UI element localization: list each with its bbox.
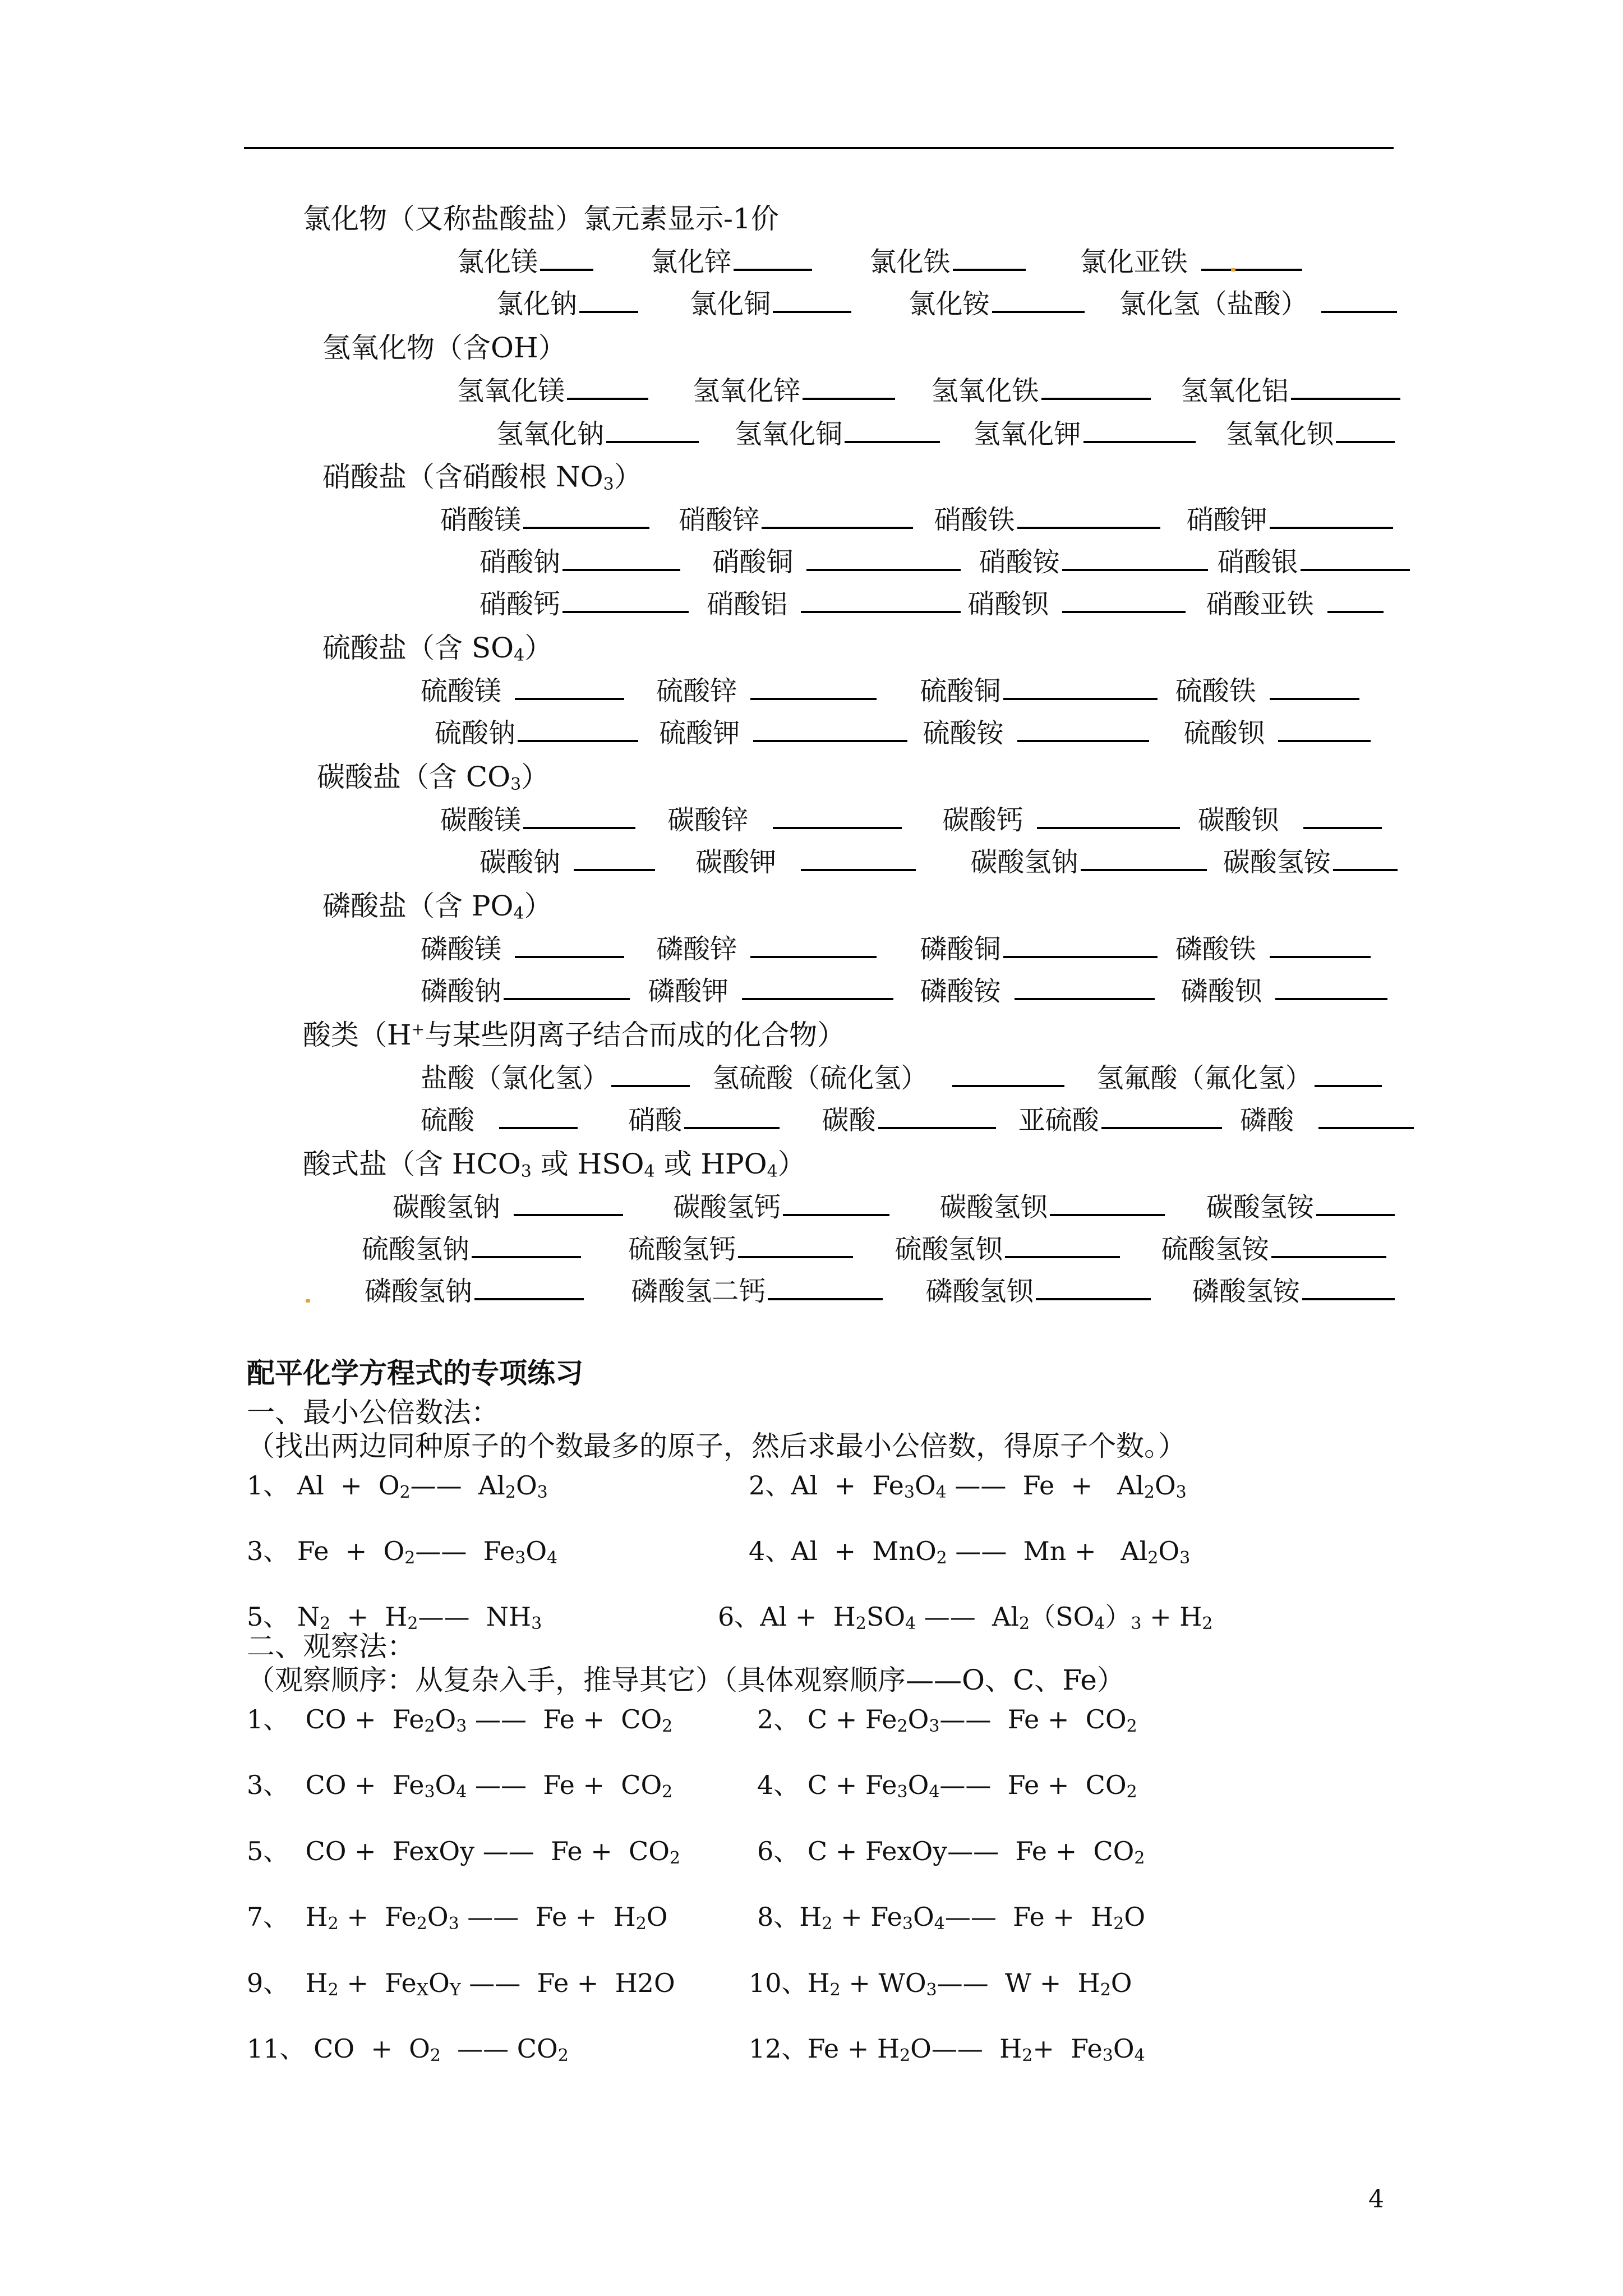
item-label: 硝酸铜 bbox=[712, 546, 794, 578]
row-nitrates-2 bbox=[479, 544, 1410, 579]
equation-2-10: 10、$H_2$ + $WO_3——$ $W + H_2O$ bbox=[749, 1968, 1132, 2000]
item-label: 氢氧化钡 bbox=[1225, 418, 1334, 450]
item-label: 硝酸锌 bbox=[679, 504, 760, 536]
item-label: 硝酸铁 bbox=[934, 504, 1015, 536]
answer-blank[interactable] bbox=[1041, 373, 1151, 400]
answer-blank[interactable] bbox=[773, 286, 851, 313]
item-label: 磷酸氢钠 bbox=[365, 1276, 473, 1307]
answer-blank[interactable] bbox=[567, 373, 648, 400]
equation-2-11: 11、 CO + $O_2$ —— $CO_2$ bbox=[247, 2033, 569, 2065]
item-label: 硝酸亚铁 bbox=[1206, 588, 1314, 620]
item-label: 硝酸铵 bbox=[979, 546, 1060, 578]
item-label: 氢氟酸（氟化氢） bbox=[1096, 1062, 1312, 1094]
answer-blank[interactable] bbox=[1017, 715, 1149, 742]
answer-blank[interactable] bbox=[611, 1060, 690, 1087]
row-chlorides-1 bbox=[457, 244, 1302, 279]
item-label: 氯化铵 bbox=[909, 288, 990, 320]
item-label: 碳酸锌 bbox=[667, 804, 749, 836]
item-label: 硫酸铵 bbox=[923, 717, 1004, 749]
item-label: 磷酸氢钡 bbox=[925, 1276, 1034, 1307]
row-sulfates-2 bbox=[435, 715, 1371, 750]
equation-2-7: 7、 $H_2 + Fe_2O_3$ —— $Fe + H_2O$ bbox=[247, 1902, 668, 1934]
answer-blank[interactable] bbox=[1275, 973, 1387, 1000]
answer-blank[interactable] bbox=[1101, 1102, 1222, 1129]
equation-2-5: 5、 CO + FexOy —— $Fe + CO_2$ bbox=[247, 1836, 680, 1868]
item-label: 氯化亚铁 bbox=[1080, 246, 1188, 278]
answer-blank[interactable] bbox=[1303, 802, 1382, 829]
item-label: 亚硫酸 bbox=[1018, 1105, 1099, 1136]
answer-blank[interactable] bbox=[992, 286, 1085, 313]
method-2-title: 二、观察法： bbox=[247, 1630, 415, 1663]
row-acids-1 bbox=[421, 1060, 1382, 1095]
answer-blank[interactable] bbox=[1321, 286, 1397, 313]
answer-blank[interactable] bbox=[953, 244, 1026, 271]
equation-2-1: 1、 CO + $Fe_2O_3$ —— $Fe + CO_2$ bbox=[247, 1704, 673, 1736]
answer-blank[interactable] bbox=[472, 1231, 581, 1258]
answer-blank[interactable] bbox=[1005, 1231, 1120, 1258]
row-phosphates-1 bbox=[421, 931, 1371, 966]
answer-blank[interactable] bbox=[1017, 502, 1160, 529]
item-label: 硫酸钾 bbox=[659, 717, 740, 749]
answer-blank[interactable] bbox=[523, 502, 649, 529]
section-title-acids: 酸类（H+与某些阴离子结合而成的化合物） bbox=[303, 1019, 846, 1051]
answer-blank[interactable] bbox=[734, 244, 812, 271]
method-1-title: 一、最小公倍数法： bbox=[247, 1396, 499, 1429]
row-phosphates-2 bbox=[421, 973, 1387, 1008]
item-label: 硫酸 bbox=[421, 1105, 475, 1136]
item-label: 硫酸氢钠 bbox=[362, 1234, 470, 1265]
answer-blank[interactable] bbox=[1278, 715, 1371, 742]
row-nitrates-1 bbox=[440, 502, 1393, 537]
equation-1-4: 4、Al + MnO$_2$ —— $Mn + Al_2O_3$ bbox=[749, 1536, 1191, 1568]
equation-2-4: 4、 $C + Fe_3O_4——$ $Fe + CO_2$ bbox=[757, 1770, 1137, 1802]
answer-blank[interactable] bbox=[742, 973, 893, 1000]
answer-blank[interactable] bbox=[684, 1102, 780, 1129]
answer-blank[interactable] bbox=[474, 1273, 584, 1300]
equation-2-6: 6、 C + FexOy—— $Fe + CO_2$ bbox=[757, 1836, 1145, 1868]
item-label: 磷酸氢二钙 bbox=[631, 1276, 766, 1307]
answer-blank[interactable] bbox=[801, 586, 961, 613]
answer-blank[interactable] bbox=[1270, 673, 1359, 700]
row-acid-salts-2 bbox=[362, 1231, 1386, 1266]
item-label: 硝酸铝 bbox=[707, 588, 788, 620]
header-rule bbox=[244, 147, 1394, 149]
item-label: 氢氧化铜 bbox=[735, 418, 843, 450]
answer-blank[interactable] bbox=[579, 286, 638, 313]
answer-blank[interactable] bbox=[1062, 586, 1186, 613]
item-label: 硫酸钠 bbox=[435, 717, 516, 749]
item-label: 硫酸铜 bbox=[920, 675, 1001, 707]
item-label: 氢氧化镁 bbox=[457, 375, 565, 407]
answer-blank[interactable] bbox=[1083, 416, 1196, 443]
item-label: 氢硫酸（硫化氢） bbox=[712, 1062, 928, 1094]
answer-blank[interactable] bbox=[574, 844, 655, 871]
answer-blank[interactable] bbox=[514, 1189, 623, 1216]
item-label: 硫酸钡 bbox=[1183, 717, 1265, 749]
method-1-note: （找出两边同种原子的个数最多的原子，然后求最小公倍数，得原子个数。） bbox=[247, 1430, 1186, 1462]
item-label: 碳酸氢钡 bbox=[939, 1191, 1048, 1223]
item-label: 碳酸氢钠 bbox=[970, 846, 1078, 878]
answer-blank[interactable] bbox=[768, 1273, 883, 1300]
section-title-acid-salts: 酸式盐（含 $HCO_3$ 或 $HSO_4$ 或 $HPO_4$） bbox=[303, 1148, 806, 1181]
equation-2-2: 2、 $C + Fe_2O_3——$ $Fe + CO_2$ bbox=[757, 1704, 1137, 1736]
answer-blank[interactable] bbox=[1318, 1102, 1414, 1129]
answer-blank[interactable] bbox=[515, 931, 624, 958]
item-label: 硫酸镁 bbox=[421, 675, 502, 707]
row-acid-salts-1 bbox=[393, 1189, 1395, 1224]
item-label: 硝酸钙 bbox=[479, 588, 561, 620]
item-label: 碳酸钙 bbox=[942, 804, 1023, 836]
page-number: 4 bbox=[1368, 2185, 1384, 2214]
item-label: 硫酸氢铵 bbox=[1161, 1234, 1269, 1265]
stray-mark bbox=[306, 1299, 310, 1303]
answer-blank[interactable] bbox=[1015, 973, 1155, 1000]
row-sulfates-1 bbox=[421, 673, 1359, 708]
item-label: 硝酸镁 bbox=[440, 504, 522, 536]
answer-blank[interactable] bbox=[738, 1231, 853, 1258]
equation-2-12: 12、$Fe + H_2O——$ $H_2+ Fe_3O_4$ bbox=[749, 2033, 1145, 2065]
answer-blank[interactable] bbox=[753, 715, 907, 742]
answer-blank[interactable] bbox=[1333, 844, 1398, 871]
item-label: 硝酸钾 bbox=[1186, 504, 1267, 536]
item-label: 氢氧化锌 bbox=[693, 375, 801, 407]
item-label: 氢氧化钾 bbox=[973, 418, 1081, 450]
item-label: 硫酸氢钙 bbox=[628, 1234, 736, 1265]
item-label: 磷酸镁 bbox=[421, 933, 502, 965]
equation-2-3: 3、 CO + $Fe_3O_4$ —— $Fe + CO_2$ bbox=[247, 1770, 673, 1802]
item-label: 氯化铁 bbox=[869, 246, 951, 278]
answer-blank[interactable] bbox=[750, 673, 877, 700]
item-label: 磷酸钡 bbox=[1181, 976, 1262, 1007]
row-acid-salts-3 bbox=[365, 1273, 1395, 1308]
section-title-carbonates: 碳酸盐（含 $CO_3$） bbox=[317, 761, 550, 794]
answer-blank[interactable] bbox=[540, 244, 593, 271]
answer-blank[interactable] bbox=[750, 931, 877, 958]
item-label: 氯化镁 bbox=[457, 246, 538, 278]
row-hydroxides-1 bbox=[457, 373, 1400, 408]
item-label: 盐酸（氯化氢） bbox=[421, 1062, 610, 1094]
answer-blank[interactable] bbox=[562, 586, 689, 613]
answer-blank[interactable] bbox=[562, 544, 680, 571]
equation-2-9: 9、 $H_2 + Fe_XO_Y$ —— Fe + H2O bbox=[247, 1968, 675, 2000]
item-label: 碳酸镁 bbox=[440, 804, 522, 836]
equation-1-5: 5、 $N_2$ + $H_2——$ $NH_3$ bbox=[247, 1602, 542, 1634]
answer-blank[interactable] bbox=[1316, 1189, 1395, 1216]
item-label: 碳酸钾 bbox=[695, 846, 777, 878]
answer-blank[interactable] bbox=[606, 416, 699, 443]
answer-blank[interactable] bbox=[878, 1102, 996, 1129]
item-label: 磷酸铵 bbox=[920, 976, 1001, 1007]
answer-blank[interactable] bbox=[1062, 544, 1208, 571]
answer-blank[interactable] bbox=[1201, 244, 1302, 271]
item-label: 硝酸钠 bbox=[479, 546, 561, 578]
answer-blank[interactable] bbox=[1336, 416, 1395, 443]
item-label: 硝酸钡 bbox=[967, 588, 1049, 620]
equation-1-3: 3、 $Fe + O_2——$ $Fe_3O_4$ bbox=[247, 1536, 558, 1568]
item-label: 硝酸 bbox=[628, 1105, 683, 1136]
answer-blank[interactable] bbox=[803, 373, 895, 400]
answer-blank[interactable] bbox=[1050, 1189, 1165, 1216]
equation-2-8: 8、$H_2$ + $Fe_3O_4——$ $Fe + H_2O$ bbox=[757, 1902, 1146, 1934]
answer-blank[interactable] bbox=[499, 1102, 578, 1129]
answer-blank[interactable] bbox=[523, 802, 635, 829]
answer-blank[interactable] bbox=[1003, 673, 1158, 700]
item-label: 碳酸钡 bbox=[1197, 804, 1279, 836]
row-chlorides-2 bbox=[496, 286, 1397, 321]
item-label: 硫酸氢钡 bbox=[895, 1234, 1003, 1265]
item-label: 碳酸氢铵 bbox=[1223, 846, 1331, 878]
item-label: 硫酸铁 bbox=[1175, 675, 1256, 707]
row-nitrates-3 bbox=[479, 586, 1384, 621]
answer-blank[interactable] bbox=[1003, 931, 1158, 958]
equation-1-1: 1、 $Al + O_2——$ $Al_2O_3$ bbox=[247, 1470, 548, 1502]
answer-blank[interactable] bbox=[1271, 1231, 1386, 1258]
answer-blank[interactable] bbox=[515, 673, 624, 700]
answer-blank[interactable] bbox=[845, 416, 940, 443]
item-label: 磷酸铜 bbox=[920, 933, 1001, 965]
answer-blank[interactable] bbox=[504, 973, 630, 1000]
answer-blank[interactable] bbox=[801, 844, 916, 871]
row-carbonates-1 bbox=[440, 802, 1382, 837]
item-label: 氯化锌 bbox=[651, 246, 732, 278]
answer-blank[interactable] bbox=[762, 502, 913, 529]
answer-blank[interactable] bbox=[1037, 802, 1180, 829]
answer-blank[interactable] bbox=[1270, 502, 1393, 529]
answer-blank[interactable] bbox=[952, 1060, 1064, 1087]
item-label: 氢氧化铁 bbox=[931, 375, 1039, 407]
row-carbonates-2 bbox=[479, 844, 1398, 879]
equation-1-2: 2、$Al + Fe_3O_4$ —— $Fe + Al_2O_3$ bbox=[749, 1470, 1187, 1502]
row-hydroxides-2 bbox=[496, 416, 1395, 451]
item-label: 磷酸锌 bbox=[656, 933, 737, 965]
section-title-phosphates: 磷酸盐（含 $PO_4$） bbox=[322, 890, 552, 923]
answer-blank[interactable] bbox=[1302, 1273, 1395, 1300]
item-label: 碳酸氢钙 bbox=[673, 1191, 781, 1223]
section-title-nitrates: 硝酸盐（含硝酸根 $NO_3$） bbox=[322, 461, 642, 494]
stray-mark bbox=[1231, 268, 1235, 272]
section-title-sulfates: 硫酸盐（含 $SO_4$） bbox=[322, 632, 553, 665]
answer-blank[interactable] bbox=[773, 802, 902, 829]
item-label: 硫酸锌 bbox=[656, 675, 737, 707]
item-label: 磷酸钠 bbox=[421, 976, 502, 1007]
answer-blank[interactable] bbox=[806, 544, 961, 571]
item-label: 氢氧化钠 bbox=[496, 418, 605, 450]
item-label: 碳酸氢铵 bbox=[1206, 1191, 1314, 1223]
item-label: 氯化铜 bbox=[690, 288, 771, 320]
answer-blank[interactable] bbox=[1081, 844, 1207, 871]
equation-1-6: 6、$Al + H_2SO_4$ —— $Al_2(SO_4)_3 + H_2$ bbox=[718, 1602, 1213, 1634]
item-label: 氯化钠 bbox=[496, 288, 578, 320]
item-label: 磷酸氢铵 bbox=[1192, 1276, 1300, 1307]
item-label: 磷酸钾 bbox=[648, 976, 729, 1007]
item-label: 磷酸 bbox=[1240, 1105, 1294, 1136]
answer-blank[interactable] bbox=[1327, 586, 1384, 613]
item-label: 氢氧化铝 bbox=[1181, 375, 1289, 407]
answer-blank[interactable] bbox=[1291, 373, 1400, 400]
section-title-hydroxides: 氢氧化物（含OH） bbox=[322, 332, 566, 364]
answer-blank[interactable] bbox=[1315, 1060, 1382, 1087]
row-acids-2 bbox=[421, 1102, 1414, 1137]
item-label: 碳酸钠 bbox=[479, 846, 561, 878]
item-label: 氯化氢（盐酸） bbox=[1119, 288, 1308, 320]
answer-blank[interactable] bbox=[783, 1189, 889, 1216]
exercise-title: 配平化学方程式的专项练习 bbox=[247, 1357, 583, 1389]
item-label: 碳酸 bbox=[822, 1105, 876, 1136]
answer-blank[interactable] bbox=[518, 715, 638, 742]
answer-blank[interactable] bbox=[1270, 931, 1371, 958]
answer-blank[interactable] bbox=[1301, 544, 1410, 571]
item-label: 硝酸银 bbox=[1217, 546, 1298, 578]
item-label: 磷酸铁 bbox=[1175, 933, 1256, 965]
section-title-chlorides: 氯化物（又称盐酸盐）氯元素显示-1价 bbox=[303, 203, 779, 235]
item-label: 碳酸氢钠 bbox=[393, 1191, 501, 1223]
method-2-note: （观察顺序：从复杂入手，推导其它）（具体观察顺序——O、C、Fe） bbox=[247, 1664, 1125, 1696]
answer-blank[interactable] bbox=[1036, 1273, 1151, 1300]
